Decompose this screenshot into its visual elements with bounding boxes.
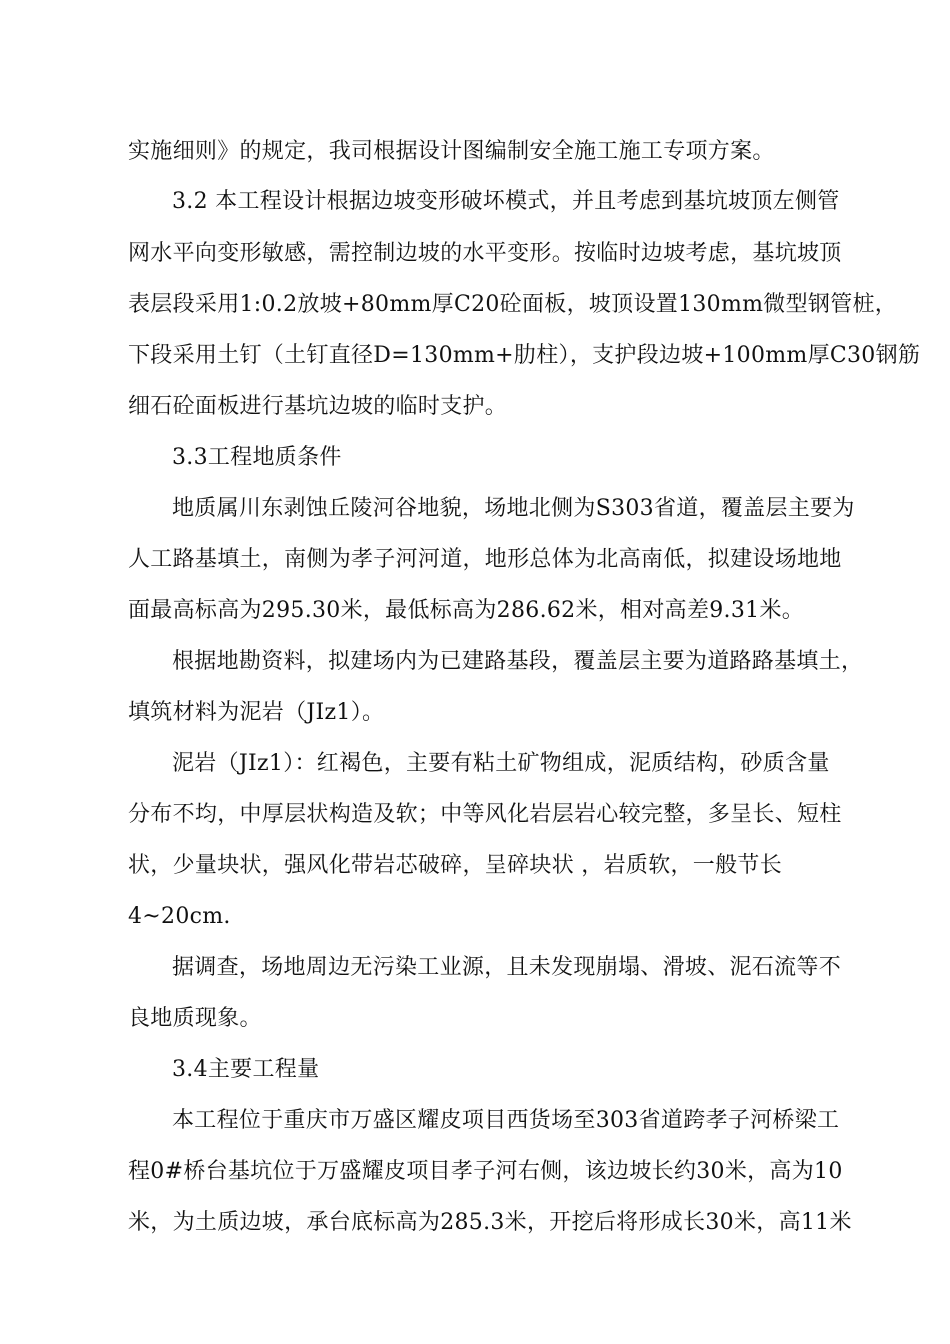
text-line: 根据地勘资料，拟建场内为已建路基段，覆盖层主要为道路路基填土， [172, 649, 864, 674]
section-3-2-paragraph-line: 3.2 本工程设计根据边坡变形破坏模式，并且考虑到基坑坡顶左侧管 [172, 189, 840, 214]
text-line: 米，为土质边坡，承台底标高为285.3米，开挖后将形成长30米，高11米 [128, 1210, 852, 1235]
text-line: 网水平向变形敏感，需控制边坡的水平变形。按临时边坡考虑，基坑坡顶 [128, 241, 842, 266]
section-heading-3-3: 3.3工程地质条件 [172, 445, 342, 470]
section-heading-3-4: 3.4主要工程量 [172, 1057, 320, 1082]
text-line: 填筑材料为泥岩（JIz1）。 [128, 700, 385, 725]
text-line: 下段采用土钉（土钉直径D=130mm+肋柱），支护段边坡+100mm厚C30钢筋 [128, 343, 921, 368]
text-line: 泥岩（JIz1）：红褐色，主要有粘土矿物组成，泥质结构，砂质含量 [172, 751, 830, 776]
text-line: 表层段采用1:0.2放坡+80mm厚C20砼面板，坡顶设置130mm微型钢管桩， [128, 292, 898, 317]
text-line: 面最高标高为295.30米，最低标高为286.62米，相对高差9.31米。 [128, 598, 805, 623]
text-line: 实施细则》的规定，我司根据设计图编制安全施工施工专项方案。 [128, 139, 775, 164]
text-line: 4~20cm. [128, 904, 231, 929]
text-line: 状，少量块状，强风化带岩芯破碎，呈碎块状 ，岩质软，一般节长 [128, 853, 782, 878]
text-line: 人工路基填土，南侧为孝子河河道，地形总体为北高南低，拟建设场地地 [128, 547, 842, 572]
text-line: 地质属川东剥蚀丘陵河谷地貌，场地北侧为S303省道，覆盖层主要为 [172, 496, 855, 521]
text-line: 本工程位于重庆市万盛区耀皮项目西货场至303省道跨孝子河桥梁工 [172, 1108, 840, 1133]
text-line: 程0#桥台基坑位于万盛耀皮项目孝子河右侧，该边坡长约30米，高为10 [128, 1159, 843, 1184]
text-line: 良地质现象。 [128, 1006, 262, 1031]
text-line: 细石砼面板进行基坑边坡的临时支护。 [128, 394, 508, 419]
text-line: 分布不均，中厚层状构造及软；中等风化岩层岩心较完整，多呈长、短柱 [128, 802, 842, 827]
text-line: 据调查，场地周边无污染工业源，且未发现崩塌、滑坡、泥石流等不 [172, 955, 842, 980]
